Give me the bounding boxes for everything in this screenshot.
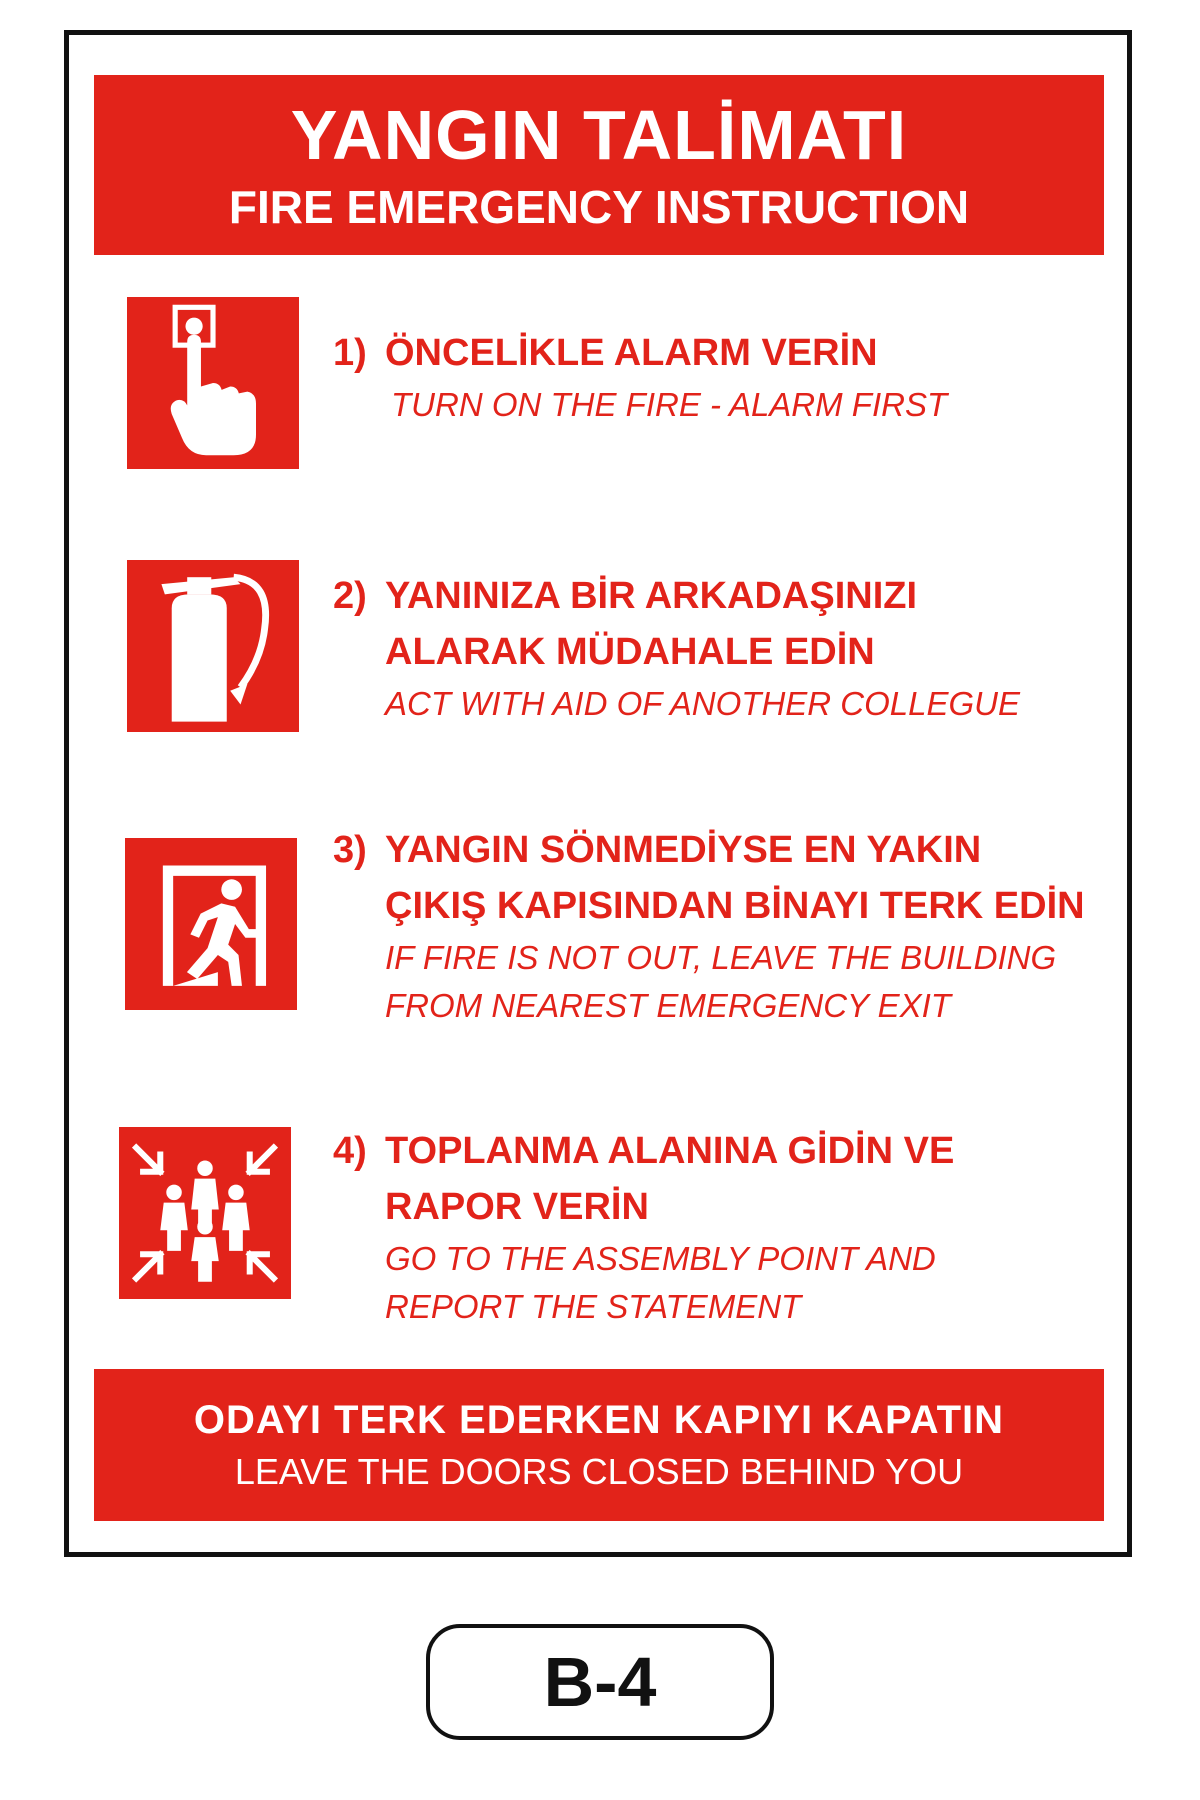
- step-1-number: 1): [333, 332, 367, 374]
- fire-alarm-push-button-icon: [127, 297, 299, 469]
- header-banner: [94, 75, 1104, 255]
- step-1-english-line-1: TURN ON THE FIRE - ALARM FIRST: [391, 386, 948, 423]
- title-turkish: YANGIN TALİMATI: [290, 96, 908, 175]
- step-3-number: 3): [333, 829, 367, 871]
- product-code-label: B-4: [426, 1624, 774, 1740]
- step-2-turkish-line-1: YANINIZA BİR ARKADAŞINIZI: [385, 575, 918, 617]
- step-2-text: [385, 568, 1119, 728]
- step-3-turkish-line-1: YANGIN SÖNMEDİYSE EN YAKIN: [385, 829, 982, 871]
- step-1-turkish-line-1: ÖNCELİKLE ALARM VERİN: [385, 332, 878, 374]
- step-4-english-line-1: GO TO THE ASSEMBLY POINT AND: [385, 1240, 936, 1277]
- step-3-english-line-1: IF FIRE IS NOT OUT, LEAVE THE BUILDING: [385, 939, 1057, 976]
- step-2-number: 2): [333, 575, 367, 617]
- step-4-turkish-line-2: RAPOR VERİN: [385, 1186, 649, 1228]
- emergency-exit-icon: [125, 838, 297, 1010]
- step-3-english-line-2: FROM NEAREST EMERGENCY EXIT: [385, 987, 951, 1024]
- assembly-point-icon: [119, 1127, 291, 1299]
- step-4-number: 4): [333, 1130, 367, 1172]
- step-1-text: [385, 325, 1119, 429]
- fire-extinguisher-icon: [127, 560, 299, 732]
- step-4-text: [385, 1123, 1119, 1331]
- title-english: FIRE EMERGENCY INSTRUCTION: [228, 181, 970, 234]
- fire-instruction-sign: [64, 30, 1132, 1557]
- step-4-turkish-line-1: TOPLANMA ALANINA GİDİN VE: [385, 1130, 955, 1172]
- step-3-text: [385, 822, 1119, 1030]
- step-3-turkish-line-2: ÇIKIŞ KAPISINDAN BİNAYI TERK EDİN: [385, 885, 1085, 927]
- step-2-turkish-line-2: ALARAK MÜDAHALE EDİN: [385, 631, 875, 673]
- footer-english: LEAVE THE DOORS CLOSED BEHIND YOU: [234, 1451, 964, 1493]
- footer-banner: [94, 1369, 1104, 1521]
- step-2-english-line-1: ACT WITH AID OF ANOTHER COLLEGUE: [385, 685, 1021, 722]
- footer-turkish: ODAYI TERK EDERKEN KAPIYI KAPATIN: [193, 1398, 1005, 1443]
- step-4-english-line-2: REPORT THE STATEMENT: [385, 1288, 802, 1325]
